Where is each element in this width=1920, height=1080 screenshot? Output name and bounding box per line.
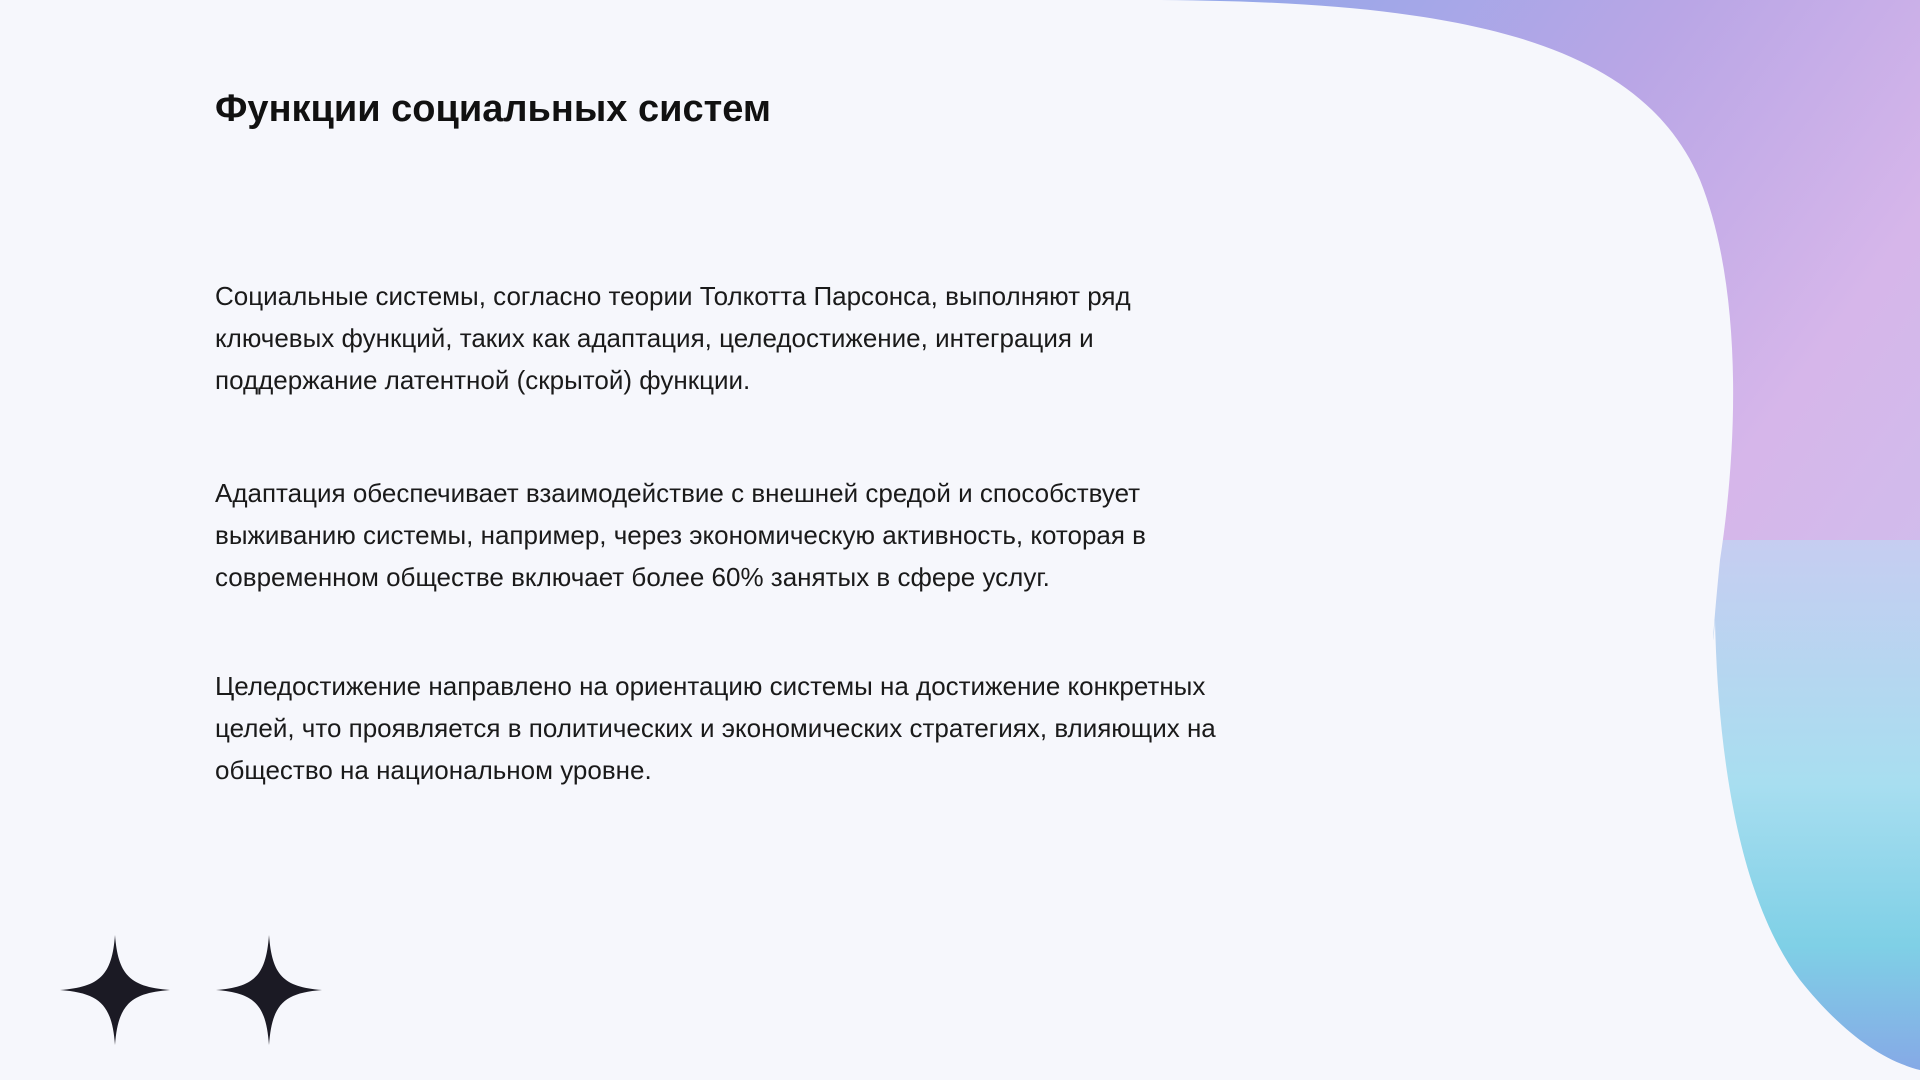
slide-title: Функции социальных систем [215,88,771,130]
sparkle-star-icon [216,935,322,1045]
sparkle-star-icon [60,935,170,1045]
paragraph-intro: Социальные системы, согласно теории Толкотта Парсонса, выполняют ряд ключевых функций, таких как адаптация, целедостижение, интеграция и поддержание латентной (скрытой) функции. [215,281,1131,395]
paragraph-adaptation: Адаптация обеспечивает взаимодействие с внешней средой и способствует выживанию системы, например, через экономическую активность, которая в современном обществе включает более 60% занятых в сфере услуг. [215,478,1146,592]
paragraph-goal-attainment: Целедостижение направлено на ориентацию системы на достижение конкретных целей, что проявляется в политических и экономических стратегиях, влияющих на общество на национальном уровне. [215,671,1216,785]
